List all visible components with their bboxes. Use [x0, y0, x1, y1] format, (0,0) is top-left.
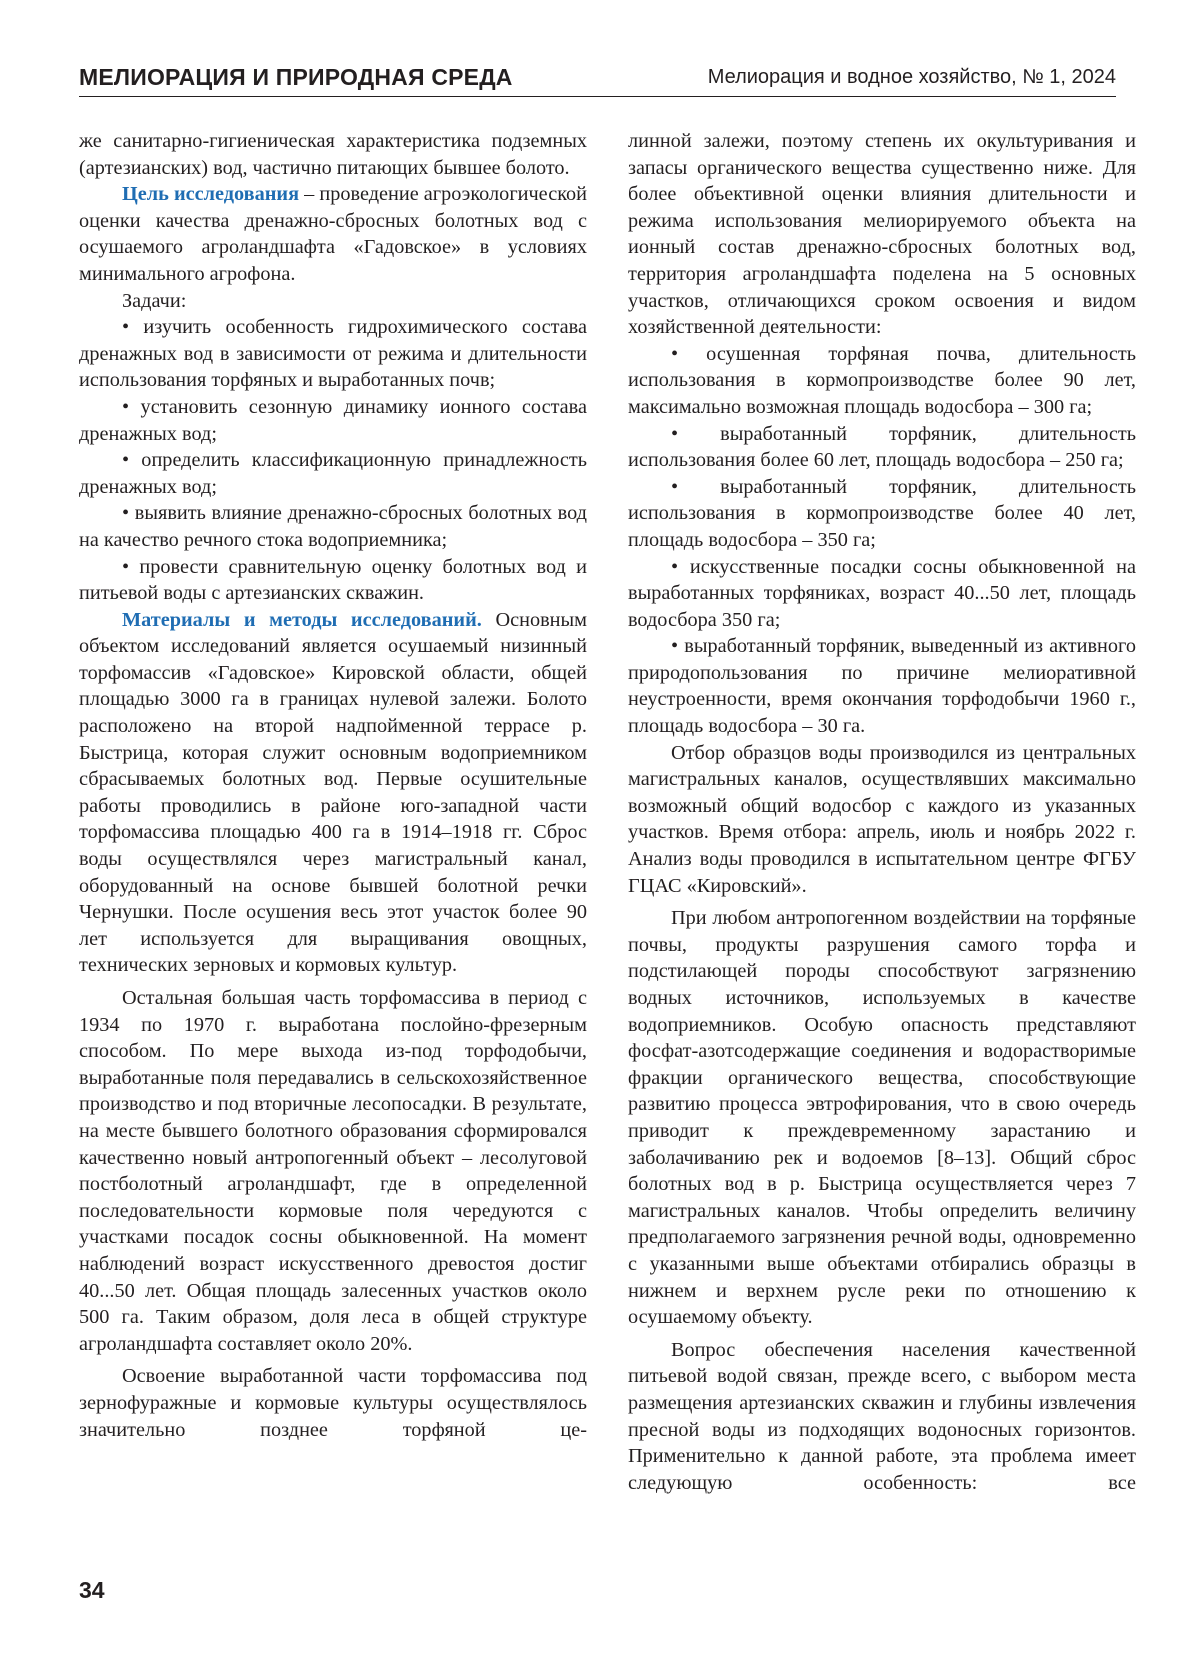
paragraph-peat-extraction: Остальная большая часть торфомассива в период с 1934 по 1970 г. выработана послойно-фрезерным способом. По мере выхода из-под торфодобычи, выработанные поля передавались в сельскохозяйственное производство и под вторичные лесопосадки. В результате, на месте бывшего болотного образования сформировался качественно новый антропогенный объект – лесолуговой постболотный агроландшафт, где в определенной последовательности кормовые поля чередуются с участками посадок сосны обыкновенной. На момент наблюдений возраст искусственного древостоя достиг 40...50 лет. Общая площадь залесенных участков около 500 га. Таким образом, доля леса в общей структуре агроландшафта составляет около 20%.: [79, 987, 587, 1355]
plot-item-5: • выработанный торфяник, выведенный из активного природопользования по причине мелиоративной неустроенности, время окончания торфодобычи 1960 г., площадь водосбора – 30 га.: [628, 635, 1136, 738]
paragraph-continuation: же санитарно-гигиеническая характеристика подземных (артезианских) вод, частично питающих бывшее болото.: [79, 130, 587, 179]
plot-item-2: • выработанный торфяник, длительность использования более 60 лет, площадь водосбора – 250 га;: [628, 422, 1136, 472]
running-journal-title: Мелиорация и водное хозяйство, № 1, 2024: [707, 66, 1116, 88]
running-section-title: МЕЛИОРАЦИЯ И ПРИРОДНАЯ СРЕДА: [79, 64, 513, 90]
plot-item-3: • выработанный торфяник, длительность использования в кормопроизводстве более 40 лет, площадь водосбора – 350 га;: [628, 475, 1136, 551]
task-item-4: • выявить влияние дренажно-сбросных болотных вод на качество речного стока водоприемника;: [79, 502, 587, 551]
paragraph-sampling: Отбор образцов воды производился из центральных магистральных каналов, осуществлявших максимально возможный общий водосбор с каждого из указанных участков. Время отбора: апрель, июль и ноябрь 2022 г. Анализ воды проводился в испытательном центре ФГБУ ГЦАС «Кировский».: [628, 741, 1136, 897]
paragraph-aim: [79, 181, 587, 287]
paragraph-development: Освоение выработанной части торфомассива под зернофуражные и кормовые культуры осуществлялось значительно позднее торфяной це-: [79, 1365, 587, 1441]
header-rule: [79, 96, 1116, 97]
paragraph-drinking-water: Вопрос обеспечения населения качественной питьевой водой связан, прежде всего, с выбором места размещения артезианских скважин и глубины извлечения пресной воды из подходящих водоносных горизонтов. Применительно к данной работе, эта проблема имеет следующую особенность: все: [628, 1338, 1136, 1494]
task-item-3: • определить классификационную принадлежность дренажных вод;: [79, 449, 587, 498]
paragraph-pollution: При любом антропогенном воздействии на торфяные почвы, продукты разрушения самого торфа и подстилающей породы способствуют загрязнению водных источников, используемых в качестве водоприемников. Особую опасность представляют фосфат-азотсодержащие соединения и водорастворимые фракции органического вещества, способствующие развитию процесса эвтрофирования, что в свою очередь приводит к преждевременному зарастанию и заболачиванию рек и водоемов [8–13]. Общий сброс болотных вод в р. Быстрица осуществляется через 7 магистральных каналов. Чтобы определить величину предполагаемого загрязнения речной воды, одновременно с указанными выше объектами отбирались образцы в нижнем и верхнем русле реки по отношению к осушаемому объекту.: [628, 907, 1136, 1329]
page-number: 34: [79, 1577, 105, 1603]
plot-item-1: • осушенная торфяная почва, длительность использования в кормопроизводстве более 90 лет, максимально возможная площадь водосбора – 300 га;: [628, 342, 1136, 418]
task-item-1: • изучить особенность гидрохимического состава дренажных вод в зависимости от режима и длительности использования торфяных и выработанных почв;: [79, 316, 587, 392]
aim-heading: Цель исследования: [122, 183, 300, 206]
methods-text: Основным объектом исследований является осушаемый низинный торфомассив «Гадовское» Кировской области, общей площадью 3000 га в границах нулевой залежи. Болото расположено на второй надпойменной террасе р. Быстрица, которая служит основным водоприемником сбрасываемых болотных вод. Первые осушительные работы проводились в районе юго-западной части торфомассива площадью 400 га в 1914–1918 гг. Сброс воды осуществлялся через магистральный канал, оборудованный на основе бывшей болотной речки Чернушки. После осушения весь этот участок более 90 лет используется для выращивания овощных, технических зерновых и кормовых культур.: [79, 608, 587, 977]
methods-heading: Материалы и методы исследований.: [122, 608, 482, 631]
right-column: [628, 128, 1136, 1496]
aim-text: – проведение агроэкологической оценки качества дренажно-сбросных болотных вод с осушаемого агроландшафта «Гадовское» в условиях минимального агрофона.: [79, 183, 588, 285]
left-column: [79, 128, 587, 1443]
task-item-5: • провести сравнительную оценку болотных вод и питьевой воды с артезианских скважин.: [79, 555, 587, 605]
paragraph-methods: [79, 607, 587, 979]
plot-item-4: • искусственные посадки сосны обыкновенной на выработанных торфяниках, возраст 40...50 лет, площадь водосбора 350 га;: [628, 555, 1136, 631]
tasks-heading: Задачи:: [122, 289, 187, 312]
paragraph-plots: линной залежи, поэтому степень их окультуривания и запасы органического вещества существенно ниже. Для более объективной оценки влияния длительности и режима использования мелиорируемого объекта на ионный состав дренажно-сбросных болотных вод, территория агроландшафта поделена на 5 основных участков, отличающихся сроком освоения и видом хозяйственной деятельности:: [628, 130, 1136, 339]
task-item-2: • установить сезонную динамику ионного состава дренажных вод;: [79, 395, 587, 445]
